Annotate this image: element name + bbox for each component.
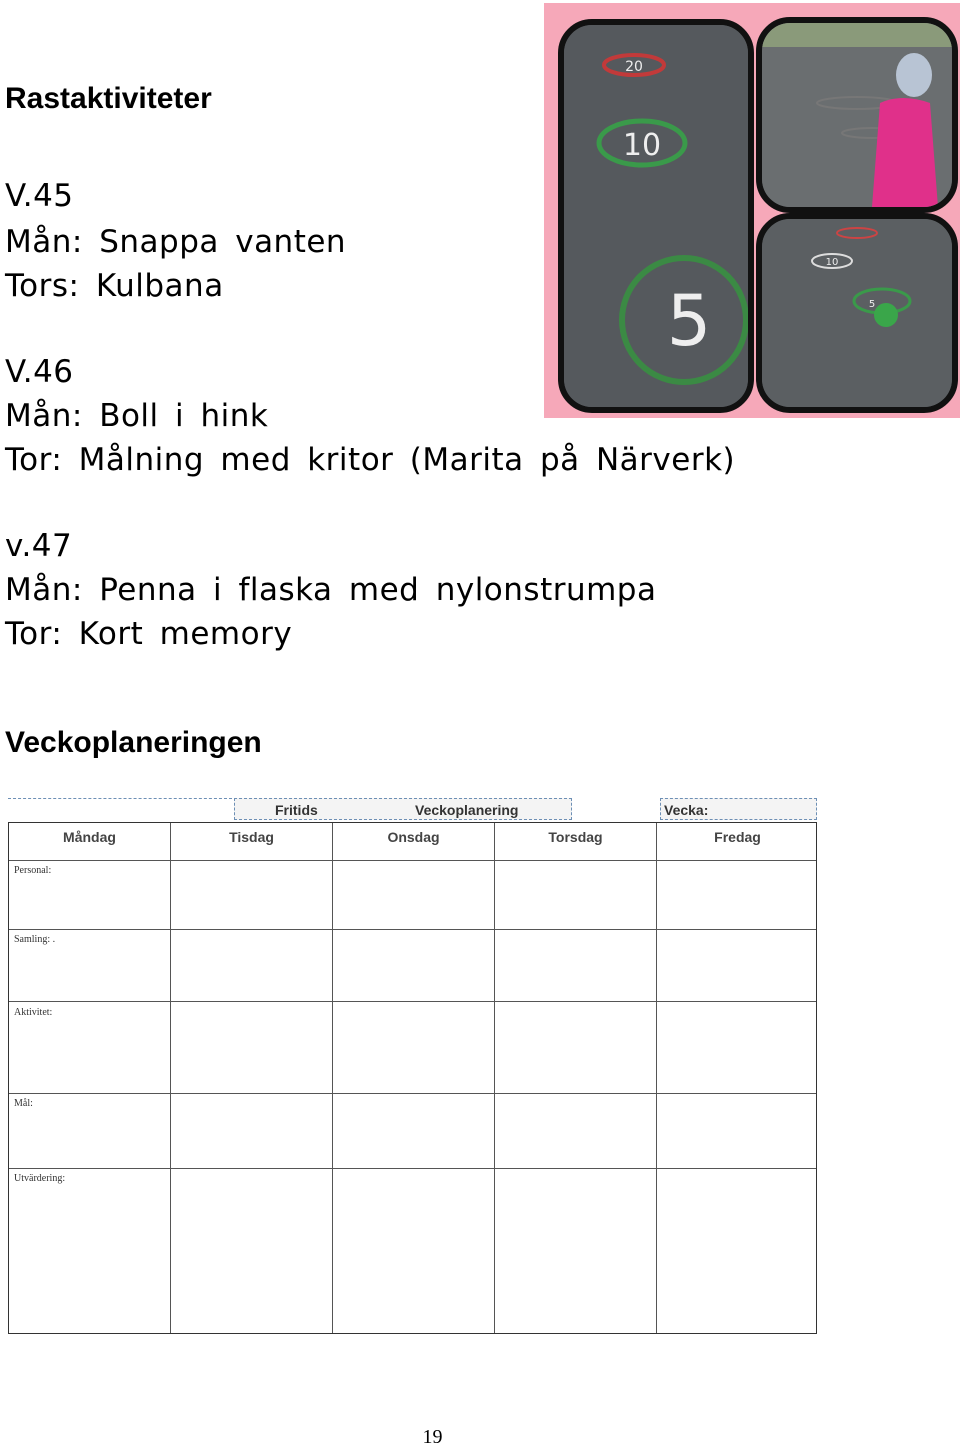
- row-label-samling: Samling: .: [14, 934, 56, 945]
- planner-title-left-spacer: [8, 798, 232, 820]
- week-46-label: V.46: [5, 354, 74, 390]
- photo-ball-hoop: [756, 213, 958, 413]
- hoop-label-5: 5: [666, 280, 712, 362]
- week-47-line-2: Tor: Kort memory: [5, 616, 293, 652]
- row-label-mal: Mål:: [14, 1098, 33, 1109]
- week-45-line-2: Tors: Kulbana: [5, 268, 224, 304]
- planner-grid: [8, 822, 817, 1334]
- photo-collage: [544, 3, 960, 418]
- day-header-mandag: Måndag: [63, 829, 116, 845]
- row-label-utvardering: Utvärdering:: [14, 1173, 66, 1184]
- page-number: 19: [422, 1426, 443, 1448]
- week-47-label: v.47: [5, 528, 73, 564]
- week-46-line-2: Tor: Målning med kritor (Marita på Närverk): [5, 442, 736, 478]
- planner-vecka: Vecka:: [664, 802, 709, 818]
- planner-veckoplanering: Veckoplanering: [415, 802, 519, 818]
- planner-title-box: [234, 798, 572, 820]
- photo-hoops-large: [558, 19, 754, 413]
- row-label-aktivitet: Aktivitet:: [14, 1007, 53, 1018]
- planner-vecka-box: [660, 798, 817, 820]
- row-label-personal: Personal:: [14, 865, 52, 876]
- planner-fritids: Fritids: [275, 802, 318, 818]
- small-hoop-label-10: 10: [825, 257, 839, 268]
- day-header-onsdag: Onsdag: [387, 829, 440, 845]
- day-header-tisdag: Tisdag: [229, 829, 274, 845]
- week-45-line-1: Mån: Snappa vanten: [5, 224, 347, 260]
- photo-child: [756, 17, 958, 213]
- heading-veckoplaneringen: Veckoplaneringen: [5, 726, 262, 759]
- week-45-label: V.45: [5, 178, 74, 214]
- day-header-torsdag: Torsdag: [548, 829, 603, 845]
- weekly-planner-table: [8, 798, 817, 1334]
- small-hoop-label-5: 5: [868, 299, 876, 310]
- week-47-line-1: Mån: Penna i flaska med nylonstrumpa: [5, 572, 657, 608]
- heading-rastaktiviteter: Rastaktiviteter: [5, 82, 212, 115]
- day-header-fredag: Fredag: [714, 829, 761, 845]
- hoop-label-10: 10: [622, 128, 662, 163]
- hoop-label-20: 20: [625, 59, 643, 75]
- week-46-line-1: Mån: Boll i hink: [5, 398, 269, 434]
